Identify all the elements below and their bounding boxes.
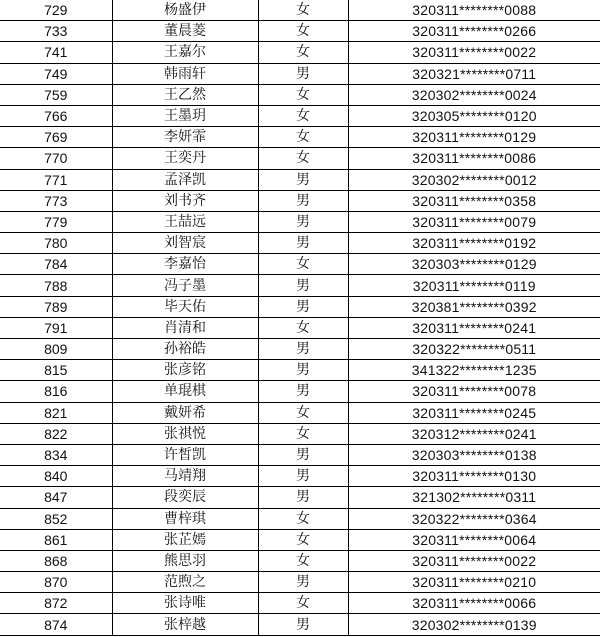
id-number-cell: 320311********0358 [348,190,600,211]
student-number-cell: 861 [0,529,112,550]
table-row [0,105,600,126]
student-number-cell: 821 [0,402,112,423]
student-number-cell: 770 [0,148,112,169]
student-name-cell: 李嘉怡 [112,254,258,275]
student-name-cell: 冯子墨 [112,275,258,296]
gender-cell: 男 [258,169,348,190]
student-name-cell: 马靖翔 [112,466,258,487]
student-number-cell: 749 [0,63,112,84]
student-number-cell: 791 [0,317,112,338]
table-row [0,593,600,614]
student-name-cell: 段奕辰 [112,487,258,508]
table-row [0,169,600,190]
gender-cell: 男 [258,296,348,317]
table-row [0,148,600,169]
table-row [0,508,600,529]
gender-cell: 男 [258,444,348,465]
id-number-cell: 320322********0511 [348,339,600,360]
gender-cell: 男 [258,360,348,381]
gender-cell: 女 [258,0,348,21]
table-row [0,360,600,381]
id-number-cell: 320311********0266 [348,21,600,42]
student-name-cell: 张祺悦 [112,423,258,444]
student-name-cell: 张芷嫣 [112,529,258,550]
gender-cell: 女 [258,84,348,105]
student-number-cell: 868 [0,550,112,571]
student-number-cell: 789 [0,296,112,317]
gender-cell: 女 [258,529,348,550]
student-name-cell: 张诗唯 [112,593,258,614]
student-number-cell: 822 [0,423,112,444]
id-number-cell: 320321********0711 [348,63,600,84]
student-number-cell: 834 [0,444,112,465]
id-number-cell: 320311********0086 [348,148,600,169]
student-number-cell: 769 [0,127,112,148]
table-row [0,233,600,254]
id-number-cell: 320381********0392 [348,296,600,317]
gender-cell: 男 [258,211,348,232]
gender-cell: 男 [258,466,348,487]
gender-cell: 男 [258,572,348,593]
student-name-cell: 杨盛伊 [112,0,258,21]
table-row [0,0,600,21]
id-number-cell: 320311********0064 [348,529,600,550]
student-number-cell: 874 [0,614,112,635]
student-name-cell: 孙裕皓 [112,339,258,360]
gender-cell: 女 [258,317,348,338]
id-number-cell: 320311********0129 [348,127,600,148]
id-number-cell: 320311********0241 [348,317,600,338]
student-number-cell: 759 [0,84,112,105]
id-number-cell: 320302********0012 [348,169,600,190]
gender-cell: 男 [258,63,348,84]
gender-cell: 女 [258,254,348,275]
student-name-cell: 孟泽凯 [112,169,258,190]
gender-cell: 女 [258,508,348,529]
student-name-cell: 王墨玥 [112,105,258,126]
gender-cell: 男 [258,275,348,296]
gender-cell: 男 [258,487,348,508]
gender-cell: 女 [258,593,348,614]
gender-cell: 女 [258,127,348,148]
gender-cell: 男 [258,233,348,254]
student-name-cell: 李妍霏 [112,127,258,148]
student-number-cell: 784 [0,254,112,275]
id-number-cell: 320311********0079 [348,211,600,232]
student-number-cell: 741 [0,42,112,63]
gender-cell: 女 [258,423,348,444]
student-number-cell: 847 [0,487,112,508]
student-name-cell: 王乙然 [112,84,258,105]
id-number-cell: 320322********0364 [348,508,600,529]
student-number-cell: 809 [0,339,112,360]
student-number-cell: 773 [0,190,112,211]
table-row [0,466,600,487]
student-name-cell: 张梓越 [112,614,258,635]
student-number-cell: 779 [0,211,112,232]
table-row [0,529,600,550]
table-row [0,254,600,275]
student-name-cell: 戴妍希 [112,402,258,423]
table-row [0,42,600,63]
id-number-cell: 320311********0088 [348,0,600,21]
student-number-cell: 870 [0,572,112,593]
gender-cell: 女 [258,550,348,571]
student-name-cell: 董晨菱 [112,21,258,42]
student-number-cell: 840 [0,466,112,487]
gender-cell: 男 [258,381,348,402]
gender-cell: 女 [258,402,348,423]
id-number-cell: 320311********0078 [348,381,600,402]
student-name-cell: 王喆远 [112,211,258,232]
gender-cell: 男 [258,614,348,635]
gender-cell: 男 [258,190,348,211]
table-row [0,550,600,571]
id-number-cell: 320311********0192 [348,233,600,254]
gender-cell: 男 [258,339,348,360]
table-row [0,84,600,105]
student-name-cell: 刘书齐 [112,190,258,211]
student-name-cell: 张彦铭 [112,360,258,381]
id-number-cell: 320312********0241 [348,423,600,444]
student-number-cell: 872 [0,593,112,614]
student-number-cell: 780 [0,233,112,254]
student-number-cell: 733 [0,21,112,42]
id-number-cell: 320311********0130 [348,466,600,487]
gender-cell: 女 [258,21,348,42]
gender-cell: 女 [258,148,348,169]
student-name-cell: 熊思羽 [112,550,258,571]
student-name-cell: 王奕丹 [112,148,258,169]
table-row [0,317,600,338]
id-number-cell: 320311********0066 [348,593,600,614]
table-row [0,423,600,444]
student-name-cell: 肖清和 [112,317,258,338]
id-number-cell: 341322********1235 [348,360,600,381]
id-number-cell: 320311********0119 [348,275,600,296]
table-row [0,614,600,635]
table-row [0,275,600,296]
student-name-cell: 刘智宸 [112,233,258,254]
table-row [0,572,600,593]
id-number-cell: 321302********0311 [348,487,600,508]
student-number-cell: 729 [0,0,112,21]
student-name-cell: 曹梓琪 [112,508,258,529]
student-number-cell: 788 [0,275,112,296]
table-row [0,63,600,84]
id-number-cell: 320305********0120 [348,105,600,126]
student-number-cell: 816 [0,381,112,402]
id-number-cell: 320302********0024 [348,84,600,105]
student-name-cell: 毕天佑 [112,296,258,317]
table-row [0,444,600,465]
student-name-cell: 韩雨轩 [112,63,258,84]
student-number-cell: 852 [0,508,112,529]
gender-cell: 女 [258,105,348,126]
id-number-cell: 320311********0022 [348,42,600,63]
id-number-cell: 320303********0129 [348,254,600,275]
table-row [0,190,600,211]
id-number-cell: 320311********0210 [348,572,600,593]
student-name-cell: 范煦之 [112,572,258,593]
id-number-cell: 320302********0139 [348,614,600,635]
student-number-cell: 766 [0,105,112,126]
id-number-cell: 320303********0138 [348,444,600,465]
table-row [0,21,600,42]
table-row [0,487,600,508]
table-row [0,296,600,317]
table-row [0,339,600,360]
id-number-cell: 320311********0022 [348,550,600,571]
gender-cell: 女 [258,42,348,63]
student-name-cell: 许皙凯 [112,444,258,465]
student-name-cell: 单琨棋 [112,381,258,402]
table-row [0,211,600,232]
table-row [0,127,600,148]
student-number-cell: 815 [0,360,112,381]
table-row [0,381,600,402]
student-name-cell: 王嘉尔 [112,42,258,63]
id-number-cell: 320311********0245 [348,402,600,423]
student-number-cell: 771 [0,169,112,190]
table-row [0,402,600,423]
